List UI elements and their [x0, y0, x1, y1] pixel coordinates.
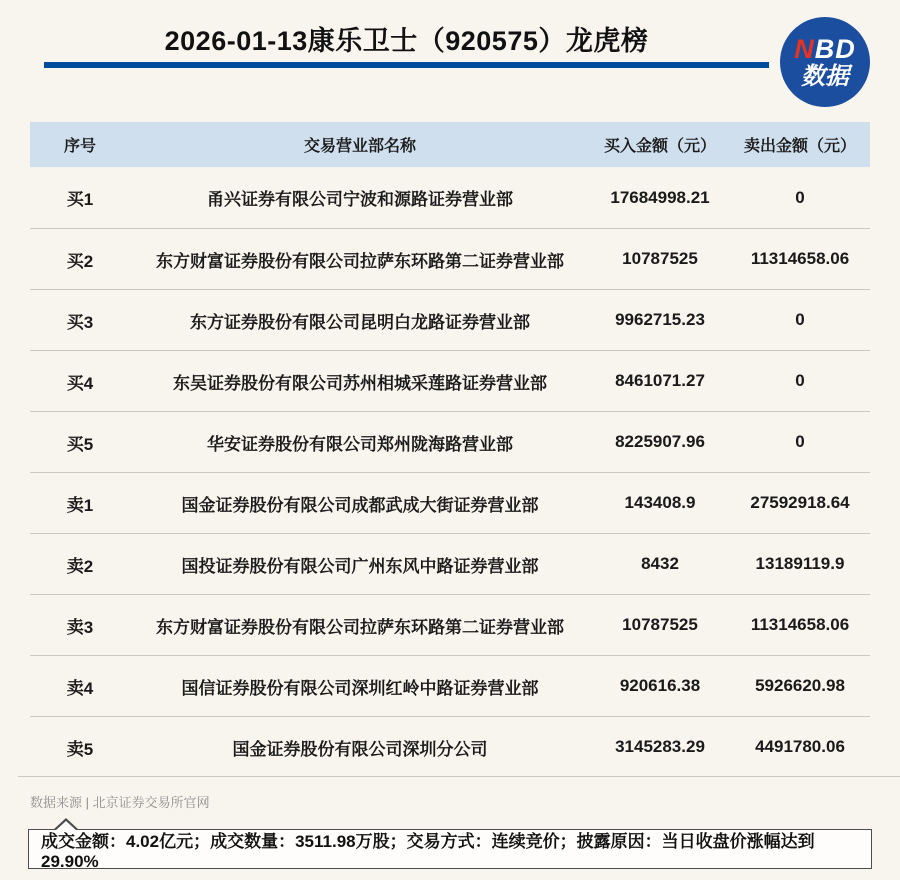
cell-sell: 11314658.06 — [750, 249, 850, 268]
logo-letter-n: N — [794, 34, 815, 65]
cell-name: 甬兴证券有限公司宁波和源路证券营业部 — [207, 190, 513, 209]
logo-data-text: 数据 — [801, 62, 849, 90]
table-row — [30, 716, 870, 777]
table-row — [30, 350, 870, 411]
nbd-logo — [780, 17, 870, 107]
cell-name: 东方证券股份有限公司昆明白龙路证券营业部 — [190, 312, 530, 332]
cell-name: 东方财富证券股份有限公司拉萨东环路第二证券营业部 — [156, 617, 564, 637]
cell-buy: 10787525 — [622, 615, 698, 634]
header-cell-name: 交易营业部名称 — [303, 138, 416, 155]
cell-sell: 11314658.06 — [750, 615, 850, 634]
cell-buy: 9962715.23 — [615, 310, 705, 329]
cell-sell: 27592918.64 — [750, 493, 850, 512]
cell-sell: 0 — [795, 432, 805, 451]
cell-name: 东吴证券股份有限公司苏州相城采莲路证券营业部 — [173, 373, 547, 393]
header-cell-sell: 卖出金额（元） — [743, 138, 856, 155]
table-row — [30, 289, 870, 350]
cell-name: 东方财富证券股份有限公司拉萨东环路第二证券营业部 — [156, 251, 564, 271]
cell-buy: 3145283.29 — [615, 737, 705, 756]
cell-name: 国投证券股份有限公司广州东风中路证券营业部 — [181, 556, 539, 576]
table-row — [30, 533, 870, 594]
cell-rank: 买2 — [66, 251, 94, 271]
cell-sell: 0 — [795, 310, 805, 329]
title-underline — [44, 62, 769, 68]
header-cell-rank: 序号 — [63, 138, 96, 155]
cell-rank: 买5 — [66, 434, 94, 454]
summary-callout — [28, 829, 872, 869]
cell-buy: 8225907.96 — [615, 432, 705, 451]
table-row — [30, 655, 870, 716]
cell-rank: 卖5 — [66, 739, 94, 759]
cell-rank: 卖3 — [66, 617, 94, 637]
summary-text: 成交金额：4.02亿元；成交数量：3511.98万股；交易方式：连续竞价；披露原因：当日收盘价涨幅达到29.90% — [41, 831, 815, 871]
cell-buy: 920616.38 — [619, 676, 701, 695]
cell-sell: 5926620.98 — [755, 676, 845, 695]
cell-buy: 17684998.21 — [610, 187, 710, 207]
table-row — [30, 167, 870, 228]
cell-name: 国金证券股份有限公司成都武成大街证券营业部 — [181, 495, 539, 515]
cell-rank: 买3 — [66, 312, 94, 332]
cell-rank: 买1 — [66, 190, 94, 209]
cell-sell: 13189119.9 — [755, 554, 845, 573]
footer-divider — [18, 776, 900, 777]
cell-rank: 卖4 — [66, 678, 94, 698]
page-title: 2026-01-13康乐卫士（920575）龙虎榜 — [164, 26, 649, 56]
cell-sell: 0 — [795, 187, 805, 207]
cell-name: 国信证券股份有限公司深圳红岭中路证券营业部 — [181, 678, 539, 698]
table-row — [30, 228, 870, 289]
cell-name: 华安证券股份有限公司郑州陇海路营业部 — [207, 434, 513, 454]
cell-sell: 0 — [795, 371, 805, 390]
cell-buy: 8432 — [641, 554, 679, 573]
cell-buy: 10787525 — [622, 249, 698, 268]
cell-rank: 卖1 — [66, 495, 94, 515]
logo-nbd-text — [794, 35, 856, 63]
table-row — [30, 594, 870, 655]
cell-rank: 卖2 — [66, 556, 94, 576]
header-cell-buy: 买入金额（元） — [603, 138, 716, 155]
cell-buy: 8461071.27 — [615, 371, 705, 390]
cell-sell: 4491780.06 — [755, 737, 845, 756]
cell-buy: 143408.9 — [624, 493, 696, 512]
data-source-label: 数据来源 | 北京证券交易所官网 — [30, 795, 210, 810]
table-row — [30, 472, 870, 533]
table-row — [30, 411, 870, 472]
cell-rank: 买4 — [66, 373, 94, 393]
dragon-tiger-table — [30, 122, 870, 777]
table-header-row — [30, 122, 870, 167]
cell-name: 国金证券股份有限公司深圳分公司 — [232, 739, 488, 759]
logo-letters-bd: BD — [814, 34, 856, 65]
